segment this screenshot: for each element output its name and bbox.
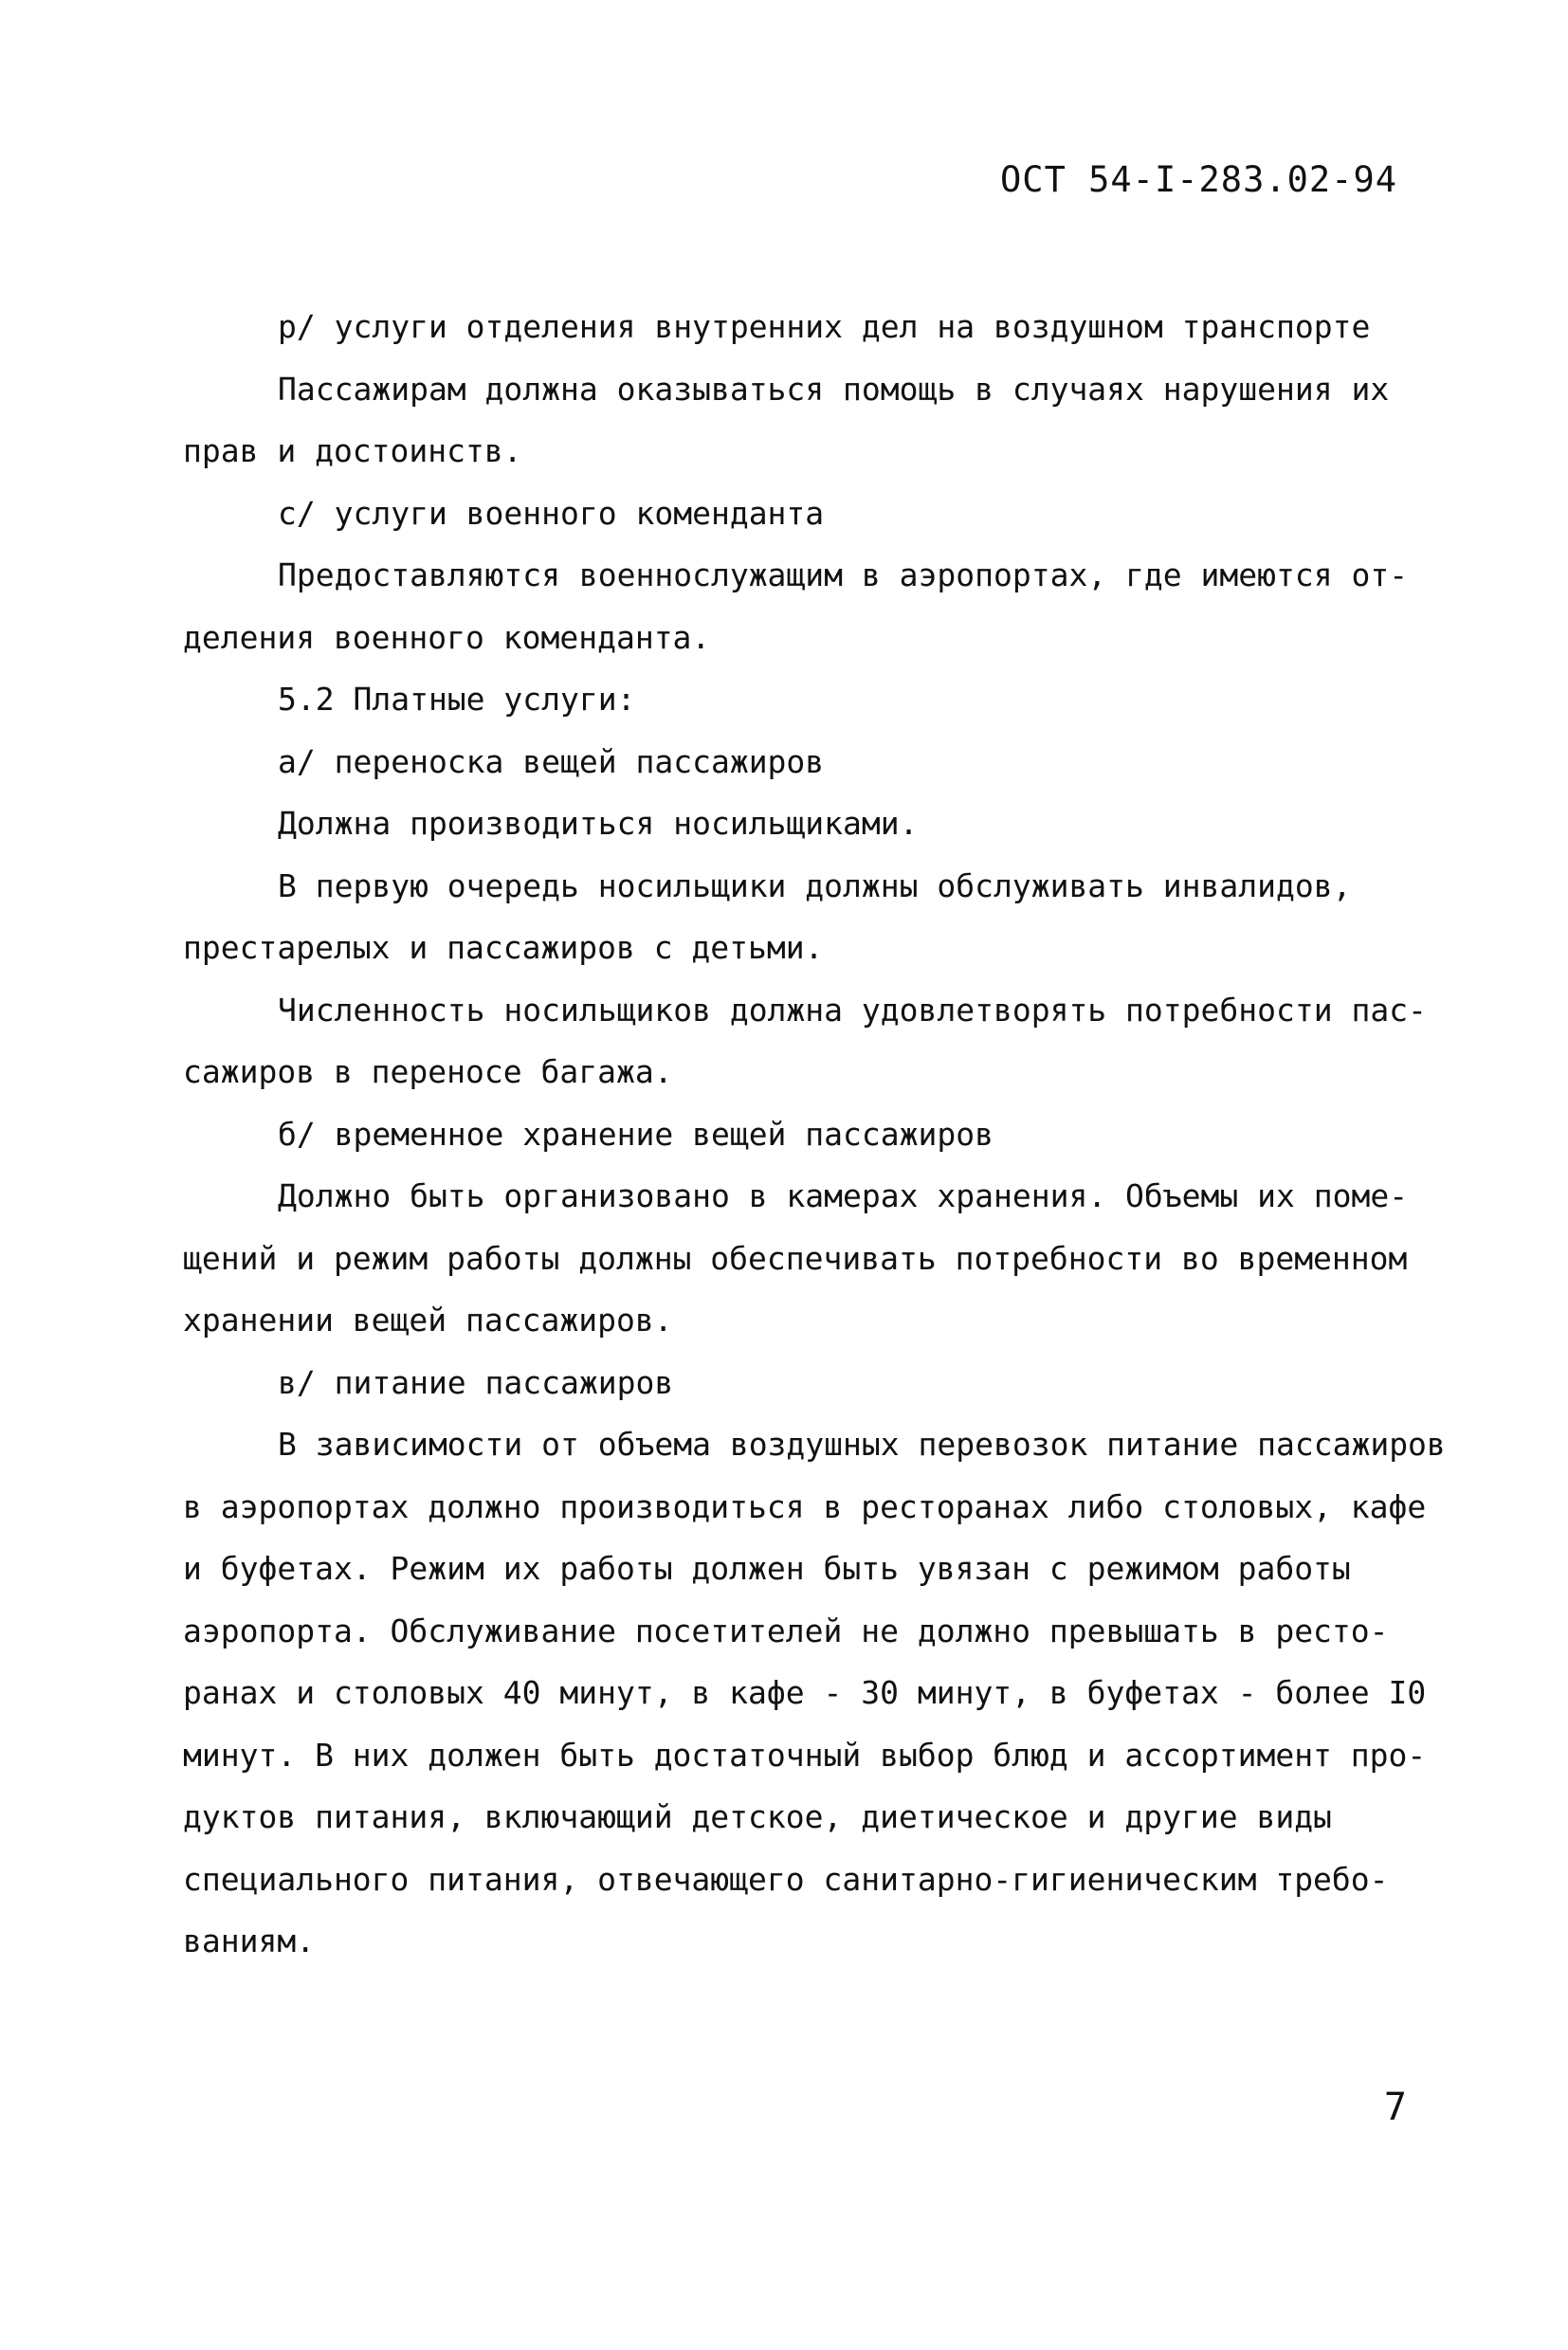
- text-line: специального питания, отвечающего санитарно-гигиеническим требо-: [183, 1860, 1389, 1898]
- text-line: аэропорта. Обслуживание посетителей не должно превышать в ресто-: [183, 1612, 1389, 1649]
- text-line: хранении вещей пассажиров.: [183, 1302, 673, 1339]
- text-line: Предоставляются военнослужащим в аэропортах, где имеются от-: [278, 556, 1409, 593]
- text-line: В зависимости от объема воздушных перевозок питание пассажиров: [278, 1426, 1446, 1463]
- text-line: В первую очередь носильщики должны обслуживать инвалидов,: [278, 866, 1352, 904]
- text-line: в аэропортах должно производиться в ресторанах либо столовых, кафе: [183, 1487, 1427, 1525]
- text-line: р/ услуги отделения внутренних дел на воздушном транспорте: [278, 308, 1371, 345]
- document-body: [183, 296, 1446, 1973]
- section-heading: 5.2 Платные услуги:: [278, 681, 636, 718]
- text-line: Пассажирам должна оказываться помощь в случаях нарушения их: [278, 370, 1390, 408]
- document-code: ОСТ 54-I-283.02-94: [1000, 159, 1397, 200]
- page-number: 7: [1383, 2086, 1407, 2129]
- text-line: престарелых и пассажиров с детьми.: [183, 929, 824, 966]
- text-line: а/ переноска вещей пассажиров: [278, 742, 825, 780]
- text-line: в/ питание пассажиров: [278, 1363, 674, 1401]
- text-line: с/ услуги военного коменданта: [278, 494, 825, 532]
- text-line: Должно быть организовано в камерах хранения. Объемы их поме-: [278, 1177, 1409, 1214]
- text-line: щений и режим работы должны обеспечивать потребности во временном: [183, 1239, 1408, 1277]
- text-line: сажиров в переносе багажа.: [183, 1053, 673, 1090]
- text-line: ваниям.: [183, 1922, 316, 1959]
- text-line: ранах и столовых 40 минут, в кафе - 30 минут, в буфетах - более I0: [183, 1674, 1427, 1711]
- text-line: Численность носильщиков должна удовлетворять потребности пас-: [278, 991, 1427, 1029]
- text-line: дуктов питания, включающий детское, диетическое и другие виды: [183, 1798, 1332, 1835]
- text-line: б/ временное хранение вещей пассажиров: [278, 1115, 994, 1153]
- text-line: и буфетах. Режим их работы должен быть увязан с режимом работы: [183, 1550, 1351, 1587]
- text-line: прав и достоинств.: [183, 432, 522, 469]
- text-line: деления военного коменданта.: [183, 618, 711, 656]
- text-line: минут. В них должен быть достаточный выбор блюд и ассортимент про-: [183, 1736, 1427, 1774]
- text-line: Должна производиться носильщиками.: [278, 805, 919, 842]
